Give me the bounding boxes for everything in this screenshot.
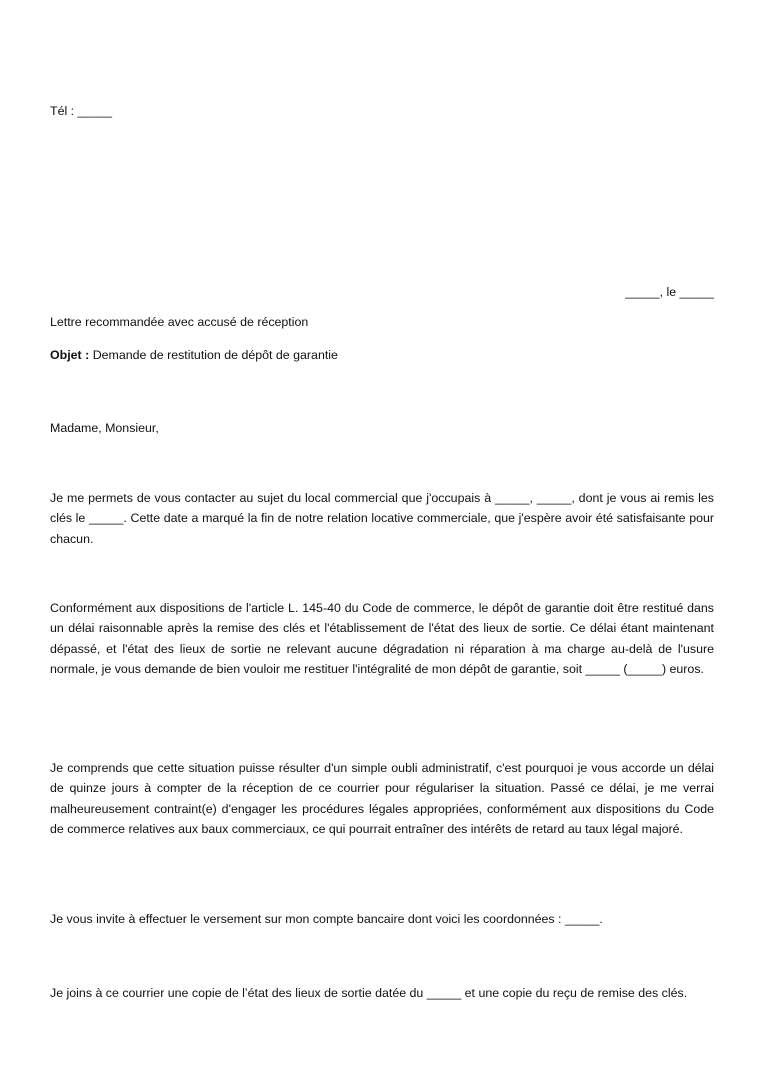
paragraph-deadline: Je comprends que cette situation puisse résulter d'un simple oubli administratif, c'est pourquoi je vous accorde un délai de quinze jours à compter de la réception de ce courrier pour régulariser la situation. Passé ce délai, je me verrai malheureusement contraint(e) d'engager les procédures légales appropriées, conformément aux dispositions du Code de commerce relatives aux baux commerciaux, ce qui pourrait entraîner des intérêts de retard au taux légal majoré. bbox=[50, 761, 714, 836]
subject-label: Objet : bbox=[50, 348, 90, 362]
subject-line bbox=[50, 346, 338, 364]
place-date: _____, le _____ bbox=[625, 285, 714, 299]
paragraph-bank-details: Je vous invite à effectuer le versement sur mon compte bancaire dont voici les coordonnées : _____. bbox=[50, 912, 603, 926]
sender-tel: Tél : _____ bbox=[50, 104, 112, 118]
salutation: Madame, Monsieur, bbox=[50, 421, 159, 435]
paragraph-legal-basis: Conformément aux dispositions de l'article L. 145-40 du Code de commerce, le dépôt de garantie doit être restitué dans un délai raisonnable après la remise des clés et l'établissement de l'état des lieux de sortie. Ce délai étant maintenant dépassé, et l'état des lieux de sortie ne relevant aucune dégradation ni réparation à ma charge au-delà de l'usure normale, je vous demande de bien vouloir me restituer l'intégralité de mon dépôt de garantie, soit _____ (_____) euros. bbox=[50, 601, 714, 676]
paragraph-premises: Je me permets de vous contacter au sujet du local commercial que j'occupais à _____, _____, dont je vous ai remis les clés le _____. Cette date a marqué la fin de notre relation locative commerciale, que j'espère avoir été satisfaisante pour chacun. bbox=[50, 491, 714, 546]
registered-mail-mention: Lettre recommandée avec accusé de réception bbox=[50, 315, 309, 329]
subject-text: Demande de restitution de dépôt de garantie bbox=[89, 348, 338, 362]
paragraph-attachments: Je joins à ce courrier une copie de l’état des lieux de sortie datée du _____ et une copie du reçu de remise des clés. bbox=[50, 986, 688, 1000]
